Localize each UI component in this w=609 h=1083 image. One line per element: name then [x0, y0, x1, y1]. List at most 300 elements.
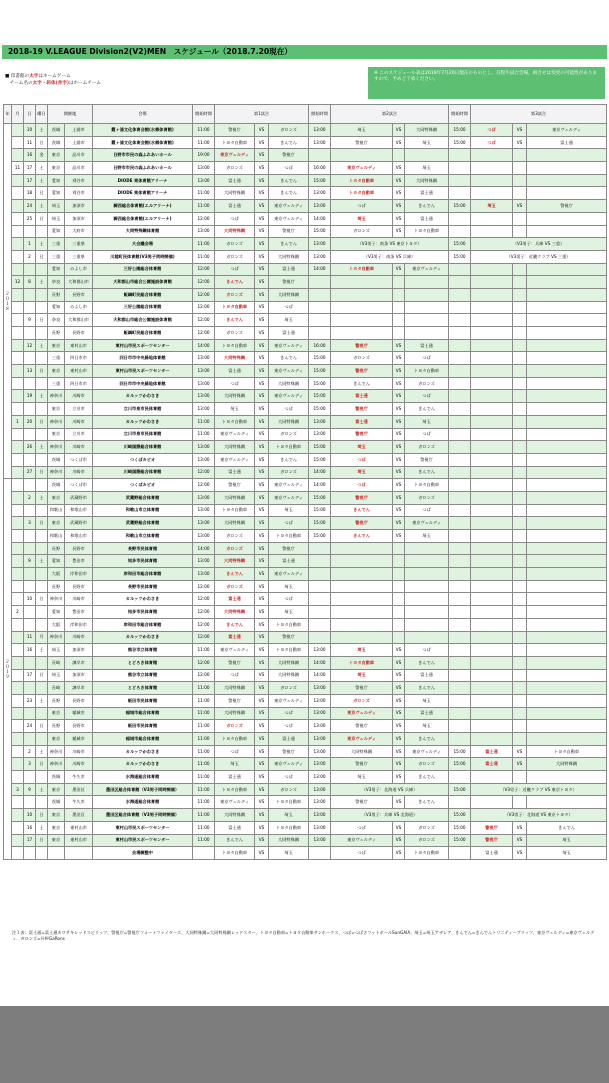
- table-cell: 長野: [48, 288, 65, 301]
- table-cell: 警視庁: [471, 821, 513, 834]
- table-cell: [471, 606, 513, 619]
- table-cell: 加須市: [65, 669, 93, 682]
- vs-label: VS: [255, 809, 269, 822]
- table-cell: （V3男子：北海道 VS 兵庫）: [331, 783, 449, 796]
- table-cell: 11:00: [193, 796, 215, 809]
- table-cell: [24, 606, 36, 619]
- table-cell: つば: [331, 453, 393, 466]
- table-cell: 11:00: [193, 834, 215, 847]
- table-row: [4, 187, 607, 200]
- table-cell: 茨城: [48, 771, 65, 784]
- table-cell: 埼玉: [331, 124, 393, 137]
- table-cell: きんでん: [527, 821, 607, 834]
- table-cell: [471, 555, 513, 568]
- legend-text: チーム名の: [5, 81, 33, 86]
- table-cell: 長野市: [65, 542, 93, 555]
- vs-label: [513, 162, 527, 175]
- vs-label: VS: [255, 428, 269, 441]
- table-cell: [449, 441, 471, 454]
- table-cell: [331, 555, 393, 568]
- table-cell: [527, 530, 607, 543]
- table-cell: [36, 504, 48, 517]
- vs-label: VS: [255, 555, 269, 568]
- table-cell: 長崎: [48, 656, 65, 669]
- table-cell: 和歌山市: [65, 530, 93, 543]
- table-cell: 埼玉: [48, 212, 65, 225]
- vs-label: [513, 263, 527, 276]
- table-cell: 四日市市: [65, 377, 93, 390]
- legend-text: ■ 印書館の: [5, 74, 30, 79]
- table-cell: [65, 847, 93, 860]
- table-cell: [449, 174, 471, 187]
- table-cell: [12, 187, 24, 200]
- table-row: [4, 124, 607, 137]
- vs-label: VS: [513, 821, 527, 834]
- table-cell: [449, 276, 471, 289]
- table-cell: きんでん: [269, 238, 309, 251]
- vs-label: VS: [393, 162, 405, 175]
- table-cell: 23: [24, 694, 36, 707]
- table-cell: きんでん: [269, 174, 309, 187]
- table-cell: 13:00: [193, 162, 215, 175]
- vs-label: VS: [393, 796, 405, 809]
- col-time-3: 開始時間: [449, 105, 471, 124]
- table-cell: 11:00: [193, 238, 215, 251]
- vs-label: VS: [255, 162, 269, 175]
- table-cell: [12, 847, 24, 860]
- table-cell: [309, 593, 331, 606]
- col-weekday: 曜日: [36, 105, 48, 124]
- table-cell: 16: [24, 149, 36, 162]
- table-cell: [24, 847, 36, 860]
- table-cell: （V3男子：南条 VS 東京トヨタ）: [331, 238, 449, 251]
- table-cell: 知多市民体育館: [93, 606, 193, 619]
- table-cell: [527, 415, 607, 428]
- vs-label: VS: [393, 339, 405, 352]
- table-cell: 川越町民体育館(V3男子同時開催): [93, 250, 193, 263]
- table-cell: [309, 631, 331, 644]
- table-cell: 埼玉: [269, 580, 309, 593]
- vs-label: VS: [513, 745, 527, 758]
- vs-label: [513, 517, 527, 530]
- table-cell: 大同特殊鋼: [527, 758, 607, 771]
- table-cell: 川崎市: [65, 390, 93, 403]
- table-cell: 埼玉: [405, 694, 449, 707]
- table-cell: 富士通: [269, 555, 309, 568]
- vs-label: VS: [393, 682, 405, 695]
- table-cell: 埼玉: [527, 834, 607, 847]
- vs-label: [393, 301, 405, 314]
- table-row: [4, 669, 607, 682]
- table-cell: [36, 530, 48, 543]
- vs-label: [513, 568, 527, 581]
- table-cell: [36, 847, 48, 860]
- table-cell: 茨城: [48, 453, 65, 466]
- vs-label: [393, 314, 405, 327]
- table-cell: [527, 720, 607, 733]
- table-cell: 東京ヴェルディ: [269, 212, 309, 225]
- table-cell: [331, 580, 393, 593]
- table-cell: ガロンズ: [269, 124, 309, 137]
- table-row: [4, 618, 607, 631]
- table-cell: みよし市: [65, 301, 93, 314]
- table-cell: [471, 542, 513, 555]
- table-cell: [449, 162, 471, 175]
- table-cell: 三好公園総合体育館: [93, 301, 193, 314]
- vs-label: VS: [255, 327, 269, 340]
- table-cell: 諫早市: [65, 656, 93, 669]
- table-row: [4, 542, 607, 555]
- table-cell: [405, 542, 449, 555]
- table-row: [4, 225, 607, 238]
- table-cell: [471, 415, 513, 428]
- vs-label: VS: [255, 365, 269, 378]
- table-cell: [36, 682, 48, 695]
- table-cell: きんでん: [405, 771, 449, 784]
- table-cell: 品川市: [65, 162, 93, 175]
- table-cell: [12, 542, 24, 555]
- table-cell: カルッツかわさき: [93, 415, 193, 428]
- table-cell: [471, 707, 513, 720]
- table-cell: [449, 593, 471, 606]
- table-cell: 奈良: [48, 276, 65, 289]
- table-cell: [471, 301, 513, 314]
- page-title: 2018-19 V.LEAGUE Division2(V2)MEN スケジュール（2018.7.20現在）: [2, 45, 607, 59]
- vs-label: VS: [393, 174, 405, 187]
- table-cell: 大同特殊鋼: [215, 491, 255, 504]
- table-cell: きんでん: [405, 403, 449, 416]
- table-cell: 熊谷市立体育館: [93, 644, 193, 657]
- table-cell: 三重: [48, 238, 65, 251]
- table-cell: 11:00: [193, 783, 215, 796]
- vs-label: VS: [255, 694, 269, 707]
- table-cell: 12:00: [193, 669, 215, 682]
- table-cell: 東村山市民スポーツセンター: [93, 821, 193, 834]
- table-cell: [527, 707, 607, 720]
- vs-label: [513, 187, 527, 200]
- table-cell: 12:00: [193, 479, 215, 492]
- table-cell: 警視庁: [215, 694, 255, 707]
- table-cell: ガロンズ: [269, 783, 309, 796]
- vs-label: VS: [393, 200, 405, 213]
- table-cell: [12, 377, 24, 390]
- table-cell: 稲城市総合体育館: [93, 733, 193, 746]
- table-cell: 和歌山市: [65, 504, 93, 517]
- vs-label: VS: [513, 758, 527, 771]
- table-cell: [471, 568, 513, 581]
- table-cell: [471, 720, 513, 733]
- table-cell: 11:00: [193, 720, 215, 733]
- table-cell: 13:00: [193, 568, 215, 581]
- vs-label: [513, 365, 527, 378]
- table-cell: 警視庁: [331, 339, 393, 352]
- table-cell: 1: [24, 238, 36, 251]
- table-cell: [449, 403, 471, 416]
- table-cell: [331, 631, 393, 644]
- table-cell: [449, 707, 471, 720]
- table-cell: 13:00: [309, 796, 331, 809]
- table-cell: 愛知: [48, 187, 65, 200]
- table-cell: 18: [24, 187, 36, 200]
- vs-label: VS: [255, 339, 269, 352]
- table-cell: [527, 327, 607, 340]
- table-cell: 13:00: [309, 771, 331, 784]
- table-cell: 13:00: [193, 491, 215, 504]
- table-cell: 警視庁: [331, 136, 393, 149]
- vs-label: VS: [255, 238, 269, 251]
- table-row: [4, 238, 607, 251]
- table-cell: 立川市: [65, 403, 93, 416]
- table-cell: 茨城: [48, 796, 65, 809]
- table-cell: 15:00: [309, 377, 331, 390]
- vs-label: VS: [393, 644, 405, 657]
- table-cell: 三重: [48, 377, 65, 390]
- table-cell: 東京: [48, 707, 65, 720]
- vs-label: [513, 504, 527, 517]
- table-cell: [527, 644, 607, 657]
- table-cell: 警視庁: [331, 428, 393, 441]
- table-cell: 9: [24, 555, 36, 568]
- table-cell: きんでん: [215, 276, 255, 289]
- table-cell: [12, 809, 24, 822]
- table-cell: 13:00: [309, 720, 331, 733]
- table-cell: つば: [269, 162, 309, 175]
- table-cell: 川崎市: [65, 441, 93, 454]
- table-cell: 14:00: [309, 263, 331, 276]
- table-cell: [24, 771, 36, 784]
- table-cell: 東京ヴェルディ: [269, 479, 309, 492]
- table-cell: 15:00: [309, 390, 331, 403]
- table-cell: 富士通: [331, 390, 393, 403]
- table-cell: 大同特殊鋼: [215, 606, 255, 619]
- table-cell: 富士通: [405, 339, 449, 352]
- table-cell: 14:00: [309, 669, 331, 682]
- table-cell: [12, 441, 24, 454]
- vs-label: VS: [255, 377, 269, 390]
- table-cell: 愛知: [48, 606, 65, 619]
- table-cell: [471, 453, 513, 466]
- table-cell: 12:00: [193, 656, 215, 669]
- table-cell: 岸和田市: [65, 618, 93, 631]
- vs-label: VS: [255, 288, 269, 301]
- table-cell: トヨタ自動車: [269, 796, 309, 809]
- table-cell: つば: [215, 745, 255, 758]
- table-cell: 大同特殊鋼: [405, 124, 449, 137]
- table-cell: [36, 327, 48, 340]
- vs-label: VS: [393, 415, 405, 428]
- table-row: [4, 314, 607, 327]
- table-cell: 警視庁: [331, 796, 393, 809]
- table-cell: [12, 149, 24, 162]
- vs-label: VS: [255, 466, 269, 479]
- table-cell: 東京ヴェルディ: [215, 796, 255, 809]
- table-cell: 大同特殊鋼: [215, 390, 255, 403]
- table-cell: [449, 720, 471, 733]
- table-cell: 埼玉: [269, 809, 309, 822]
- table-cell: 長崎: [48, 682, 65, 695]
- table-cell: きんでん: [405, 682, 449, 695]
- table-cell: つくばカピオ: [93, 453, 193, 466]
- table-cell: 武蔵野市: [65, 491, 93, 504]
- table-cell: 15:00: [309, 504, 331, 517]
- table-cell: 知多市民体育館: [93, 555, 193, 568]
- table-cell: トヨタ自動車: [215, 301, 255, 314]
- vs-label: [513, 631, 527, 644]
- table-cell: [527, 339, 607, 352]
- table-cell: きんでん: [215, 568, 255, 581]
- table-cell: 15:00: [449, 821, 471, 834]
- table-cell: 24: [24, 200, 36, 213]
- table-cell: 13:00: [193, 174, 215, 187]
- table-cell: [527, 187, 607, 200]
- table-cell: [471, 263, 513, 276]
- table-row: [4, 403, 607, 416]
- table-cell: 東京ヴェルディ: [269, 200, 309, 213]
- table-cell: 警視庁: [331, 365, 393, 378]
- table-cell: 13:00: [309, 745, 331, 758]
- table-cell: [527, 212, 607, 225]
- table-cell: 埼玉: [331, 466, 393, 479]
- table-cell: 大阪: [48, 568, 65, 581]
- vs-label: VS: [513, 847, 527, 860]
- table-cell: きんでん: [215, 314, 255, 327]
- table-cell: 13:00: [193, 225, 215, 238]
- legend-line-1: [5, 74, 71, 80]
- vs-label: VS: [393, 669, 405, 682]
- table-cell: [309, 542, 331, 555]
- vs-label: VS: [393, 390, 405, 403]
- table-cell: 三重: [48, 352, 65, 365]
- table-cell: 三重県: [65, 238, 93, 251]
- table-cell: 13:00: [309, 428, 331, 441]
- vs-label: [513, 580, 527, 593]
- table-cell: 15:00: [309, 491, 331, 504]
- table-row: [4, 682, 607, 695]
- table-cell: [471, 656, 513, 669]
- table-cell: [449, 631, 471, 644]
- table-row: [4, 428, 607, 441]
- vs-label: VS: [393, 834, 405, 847]
- table-cell: [527, 733, 607, 746]
- table-cell: [12, 834, 24, 847]
- vs-label: VS: [393, 745, 405, 758]
- vs-label: [513, 301, 527, 314]
- table-cell: 警視庁: [527, 200, 607, 213]
- table-cell: [449, 504, 471, 517]
- table-cell: 13:00: [309, 821, 331, 834]
- table-cell: 富士通: [215, 365, 255, 378]
- table-cell: ガロンズ: [331, 694, 393, 707]
- schedule-body: [4, 124, 607, 860]
- table-cell: 11:00: [193, 758, 215, 771]
- vs-label: VS: [255, 136, 269, 149]
- table-cell: 埼玉: [269, 504, 309, 517]
- table-cell: 飯綱町民総合体育館: [93, 288, 193, 301]
- table-cell: 大同特殊鋼: [215, 352, 255, 365]
- table-cell: 警視庁: [215, 479, 255, 492]
- table-cell: ガロンズ: [405, 491, 449, 504]
- vs-label: [513, 390, 527, 403]
- table-cell: [449, 491, 471, 504]
- table-cell: 15:00: [309, 225, 331, 238]
- table-cell: 11:00: [193, 124, 215, 137]
- table-row: [4, 606, 607, 619]
- table-cell: [449, 669, 471, 682]
- table-cell: [24, 682, 36, 695]
- table-cell: 15:00: [449, 250, 471, 263]
- table-cell: [471, 162, 513, 175]
- table-cell: 警視庁: [269, 225, 309, 238]
- table-cell: トヨタ自動車: [215, 733, 255, 746]
- table-cell: きんでん: [269, 136, 309, 149]
- table-cell: 大会議会場: [93, 238, 193, 251]
- table-cell: 三好公園総合体育館: [93, 263, 193, 276]
- table-cell: [449, 479, 471, 492]
- vs-label: [393, 542, 405, 555]
- table-cell: [449, 656, 471, 669]
- vs-label: [513, 707, 527, 720]
- vs-label: VS: [255, 174, 269, 187]
- table-cell: カルッツかわさき: [93, 745, 193, 758]
- vs-label: VS: [255, 352, 269, 365]
- table-cell: 稲城市総合体育館: [93, 707, 193, 720]
- table-cell: [449, 606, 471, 619]
- table-cell: 富士通: [269, 263, 309, 276]
- vs-label: VS: [255, 225, 269, 238]
- table-cell: 富士通: [405, 707, 449, 720]
- vs-label: VS: [393, 821, 405, 834]
- table-cell: [471, 593, 513, 606]
- table-cell: 大同特殊鋼: [215, 225, 255, 238]
- table-cell: ガロンズ: [215, 720, 255, 733]
- vs-label: VS: [393, 720, 405, 733]
- table-cell: 12:00: [193, 631, 215, 644]
- table-cell: 11:00: [193, 694, 215, 707]
- table-cell: [471, 669, 513, 682]
- table-cell: 東京: [48, 517, 65, 530]
- table-cell: カルッツかわさき: [93, 631, 193, 644]
- table-cell: [405, 327, 449, 340]
- table-cell: 11: [24, 631, 36, 644]
- table-cell: [527, 403, 607, 416]
- table-cell: [309, 288, 331, 301]
- table-cell: つば: [269, 720, 309, 733]
- table-cell: 20: [24, 415, 36, 428]
- table-cell: 長野市: [65, 720, 93, 733]
- table-cell: ガロンズ: [215, 327, 255, 340]
- legend-line-2: [5, 81, 101, 87]
- table-cell: [449, 415, 471, 428]
- table-cell: [12, 568, 24, 581]
- table-cell: 愛知: [48, 174, 65, 187]
- table-cell: [12, 352, 24, 365]
- table-cell: 東村山市民スポーツセンター: [93, 365, 193, 378]
- vs-label: VS: [393, 225, 405, 238]
- table-cell: 土: [36, 200, 48, 213]
- table-cell: 15:00: [449, 783, 471, 796]
- table-cell: 26: [24, 441, 36, 454]
- table-cell: 12:00: [193, 466, 215, 479]
- table-cell: [12, 288, 24, 301]
- vs-label: VS: [393, 263, 405, 276]
- table-cell: [527, 631, 607, 644]
- table-cell: 日: [36, 250, 48, 263]
- table-cell: 東村山市: [65, 339, 93, 352]
- table-cell: 埼玉: [405, 162, 449, 175]
- table-cell: ガロンズ: [215, 580, 255, 593]
- table-cell: 大府市: [65, 225, 93, 238]
- table-cell: [449, 428, 471, 441]
